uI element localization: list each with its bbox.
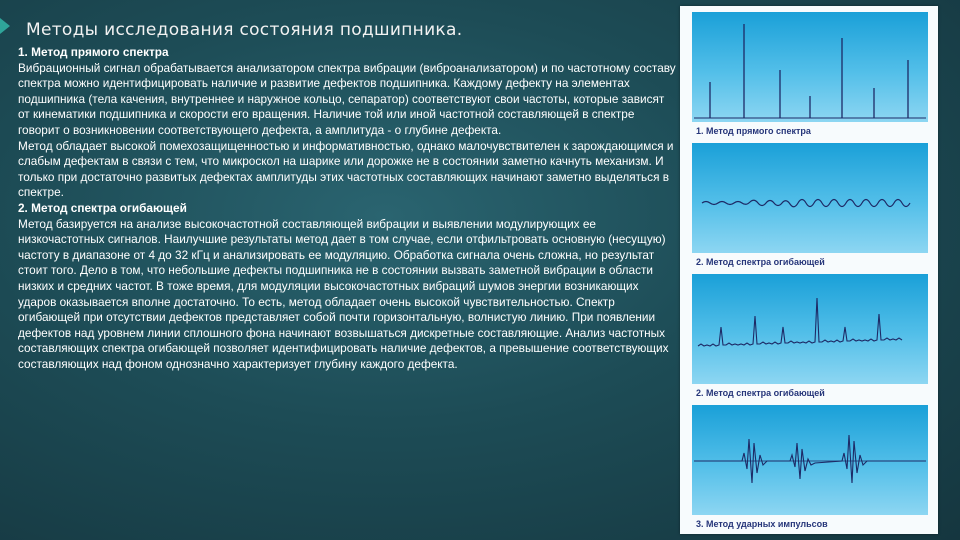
wavy-baseline-trace	[702, 200, 910, 207]
plot-envelope-with-defects	[692, 274, 928, 384]
plot-direct-spectrum	[692, 12, 928, 122]
envelope-with-defects-graph	[692, 274, 928, 384]
plot-envelope-no-defect	[692, 143, 928, 253]
caption-direct-spectrum: 1. Метод прямого спектра	[696, 126, 811, 136]
slide-title: Методы исследования состояния подшипника.	[26, 20, 463, 40]
envelope-no-defect-graph	[692, 143, 928, 253]
spectra-figure	[680, 6, 938, 534]
shock-pulse-trace	[694, 435, 926, 483]
caption-shock-pulse: 3. Метод ударных импульсов	[696, 519, 828, 529]
caption-envelope-no-defect: 2. Метод спектра огибающей	[696, 257, 825, 267]
body-text	[18, 45, 678, 372]
direct-spectrum-graph	[692, 12, 928, 122]
spectral-lines	[710, 24, 908, 118]
section-heading-envelope-spectrum: 2. Метод спектра огибающей	[18, 200, 187, 215]
plot-shock-pulse	[692, 405, 928, 515]
section-heading-direct-spectrum: 1. Метод прямого спектра	[18, 45, 169, 59]
paragraph-direct-spectrum-description: Вибрационный сигнал обрабатывается анализатором спектра вибрации (виброанализатором) и по частотному составу спектра можно идентифицировать наличие и развитие дефектов подшипника. Каждому дефекту на элементах подшипника (тела качения, внутреннее и наружное кольцо, сепаратор) соответствуют свои частоты, которые зависят от кинематики подшипника и скорости его вращения. Наличие той или иной частотной составляющей в спектре говорит о возникновении соответствующего дефекта, а амплитуда - о глубине дефекта.	[18, 60, 676, 137]
caption-envelope-with-defects: 2. Метод спектра огибающей	[696, 388, 825, 398]
noise-with-peaks-trace	[698, 298, 902, 346]
paragraph-envelope-spectrum-description: Метод базируется на анализе высокочастотной составляющей вибрации и выявлении модулирующих ее низкочастотных сигналов. Наилучшие результаты метод дает в том случае, если отфильтровать основную (несущую) частоту в диапазоне от 4 до 32 кГц и анализировать ее модуляцию. Обработка сигнала очень сложна, но результат стоит того. Дело в том, что небольшие дефекты подшипника не в состоянии вызвать заметной вибрации в области низких и средних частот. В тоже время, для модуляции высокочастотных вибраций шумов энергии возникающих ударов оказывается вполне достаточно. То есть, метод обладает очень высокой чувствительностью. Спектр огибающей при отсутствии дефектов представляет собой почти горизонтальную, волнистую линию. При появлении дефектов над уровнем линии сплошного фона начинают возвышаться дискретные составляющие. Анализ частотных составляющих спектра огибающей позволяет идентифицировать наличие дефектов, а превышение соответствующих составляющих над фоном однозначно характеризует глубину каждого дефекта.	[18, 216, 669, 371]
title-accent-marker	[0, 18, 10, 34]
paragraph-direct-spectrum-properties: Метод обладает высокой помехозащищенностью и информативностью, однако малочувствителен к зарождающимся и слабым дефектам в связи с тем, что микроскол на шарике или дорожке не в состоянии заметно качнуть механизм. И только при достаточно развитых дефектах амплитуды этих частотных составляющих начинают заметно выделяться в спектре.	[18, 138, 674, 200]
shock-pulse-graph	[692, 405, 928, 515]
